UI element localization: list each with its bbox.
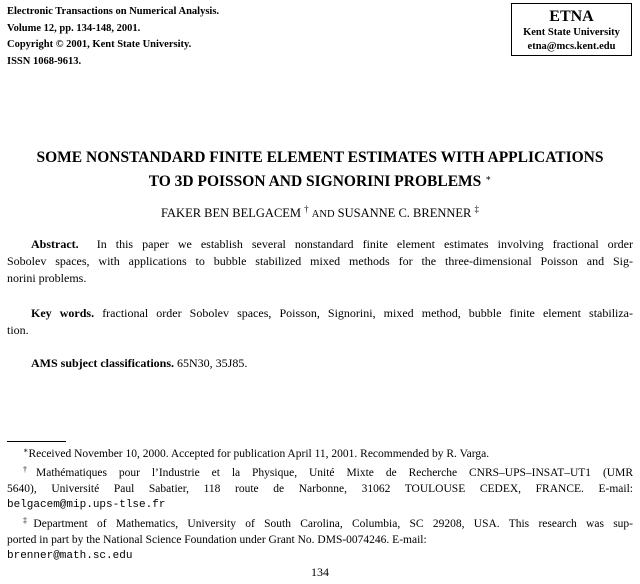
keywords-line-2: tion.	[7, 323, 29, 337]
footnote-2-line-1	[7, 462, 633, 481]
footnote-1-text: Received November 10, 2000. Accepted for publication April 11, 2001. Recommended by R. Varga.	[28, 448, 490, 460]
ams-codes: 65N30, 35J85.	[177, 356, 248, 370]
footnote-2-email[interactable]: belgacem@mip.ups-tlse.fr	[7, 499, 166, 511]
author-2-mark: ‡	[474, 204, 479, 214]
journal-issn: ISSN 1068-9613.	[7, 55, 82, 67]
footnote-1-mark: ∗	[23, 446, 29, 455]
journal-name: Electronic Transactions on Numerical Analysis.	[7, 6, 220, 17]
footnote-rule	[7, 441, 66, 442]
title-line-1: SOME NONSTANDARD FINITE ELEMENT ESTIMATES WITH APPLICATIONS	[36, 149, 604, 166]
journal-volume: Volume 12, pp. 134-148, 2001.	[7, 22, 141, 34]
ams-heading: AMS subject classifications.	[31, 356, 174, 370]
author-and: AND	[311, 209, 335, 220]
abstract-line-2: Sobolev spaces, with applications to bubble stabilized mixed methods for the three-dimensional Poisson and Sig-	[7, 254, 633, 268]
etna-email: etna@mcs.kent.edu	[527, 41, 616, 52]
keywords-heading: Key words.	[31, 306, 95, 320]
page-number: 134	[311, 565, 329, 579]
footnote-1	[7, 443, 633, 462]
keywords	[7, 305, 633, 339]
title-line-2	[0, 168, 640, 192]
keywords-line-1	[7, 305, 633, 322]
footnote-3-email[interactable]: brenner@math.sc.edu	[7, 550, 133, 562]
etna-university: Kent State University	[523, 27, 620, 38]
footnotes	[7, 443, 633, 564]
ams-line	[7, 355, 633, 372]
journal-header	[7, 4, 219, 70]
footnote-3-text-1: Department of Mathematics, University of South Carolina, Columbia, SC 29208, USA. This research was sup-	[33, 518, 634, 530]
footnote-3-line-2: ported in part by the National Science Foundation under Grant No. DMS-0074246. E-mail:	[7, 534, 427, 546]
abstract-heading: Abstract.	[31, 237, 79, 251]
footnote-3-mark: ‡	[23, 516, 34, 525]
footnote-2-mark: †	[23, 465, 37, 474]
footnote-3-line-1	[7, 513, 633, 532]
author-2: SUSANNE C. BRENNER	[337, 206, 472, 220]
author-1-mark: †	[304, 204, 309, 214]
title-line-2-text: TO 3D POISSON AND SIGNORINI PROBLEMS	[148, 173, 482, 190]
etna-box	[511, 3, 632, 56]
authors	[0, 201, 640, 223]
footnote-2-text-1: Mathématiques pour l’Industrie et la Physique, Unité Mixte de Recherche CNRS–UPS–INSAT–UT1 (UMR	[36, 467, 633, 479]
journal-copyright: Copyright © 2001, Kent State University.	[7, 39, 192, 50]
ams-classification	[7, 355, 633, 372]
author-1: FAKER BEN BELGACEM	[160, 206, 302, 220]
abstract	[7, 236, 633, 287]
etna-title: ETNA	[549, 8, 594, 25]
abstract-line-1	[7, 236, 633, 253]
abstract-text-1: In this paper we establish several nonstandard finite element estimates involving fractional order	[96, 237, 634, 251]
paper-title	[0, 148, 640, 192]
keywords-text-1: fractional order Sobolev spaces, Poisson, Signorini, mixed method, bubble finite element stabiliza-	[102, 306, 634, 320]
footnote-2-line-2: 5640), Université Paul Sabatier, 118 route de Narbonne, 31062 TOULOUSE CEDEX, FRANCE. E-mail:	[7, 483, 633, 495]
title-footnote-mark: ∗	[485, 173, 492, 183]
abstract-line-3: norini problems.	[7, 271, 87, 285]
